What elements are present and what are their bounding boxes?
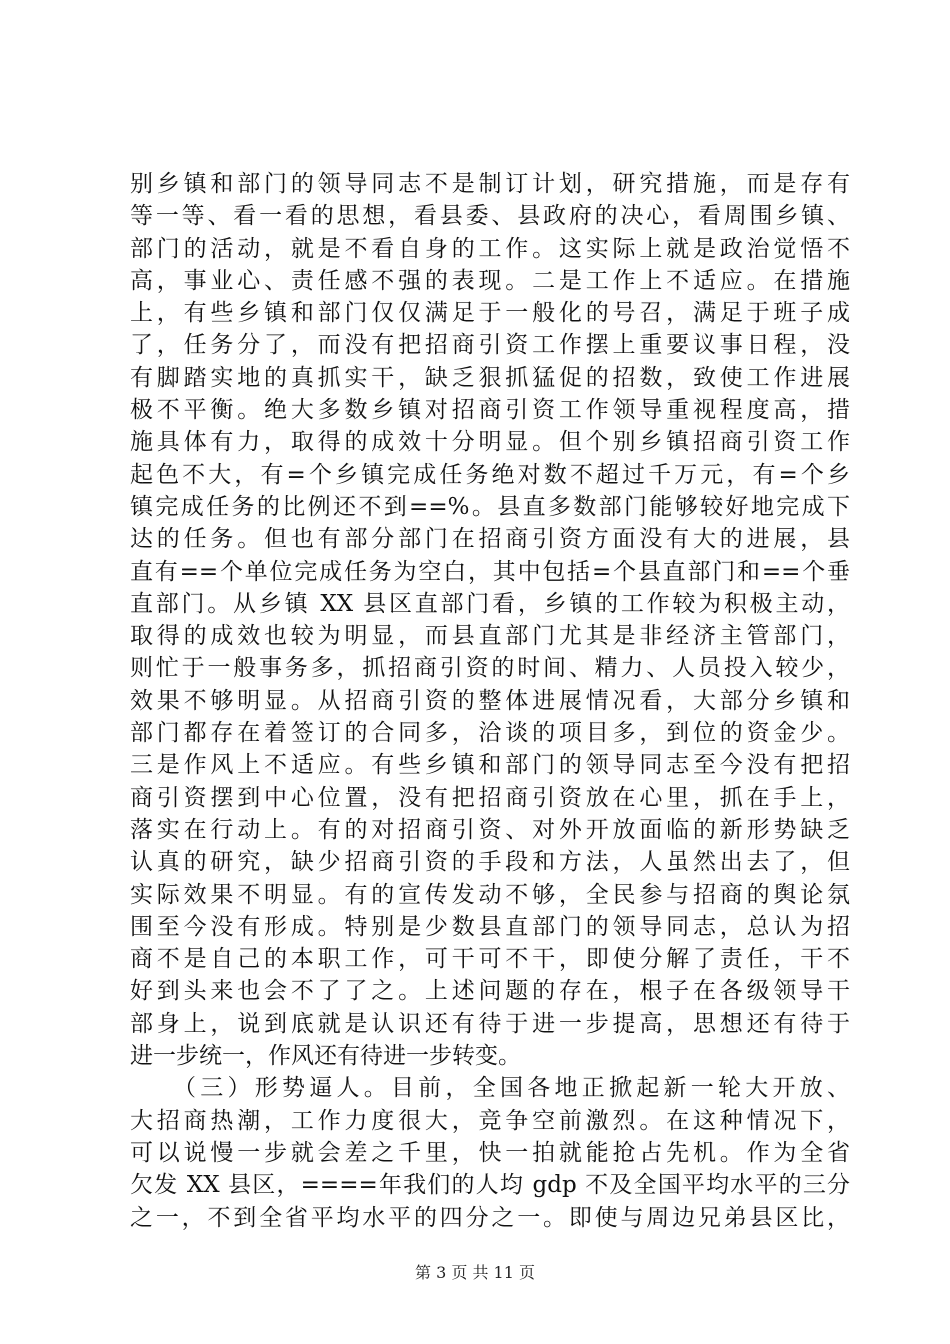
text-line: 则忙于一般事务多，抓招商引资的时间、精力、人员投入较少， xyxy=(130,655,850,682)
text-line: 之一，不到全省平均水平的四分之一。即使与周边兄弟县区比， xyxy=(130,1204,850,1231)
text-line: 有脚踏实地的真抓实干，缺乏狠抓猛促的招数，致使工作进展 xyxy=(130,364,850,391)
text-line: 实际效果不明显。有的宣传发动不够，全民参与招商的舆论氛 xyxy=(130,881,850,908)
text-line: 别乡镇和部门的领导同志不是制订计划，研究措施，而是存有 xyxy=(130,171,850,197)
text-line: 大招商热潮，工作力度很大，竞争空前激烈。在这种情况下， xyxy=(130,1107,850,1134)
text-line: 达的任务。但也有部分部门在招商引资方面没有大的进展，县 xyxy=(130,526,850,553)
text-line: 好到头来也会不了了之。上述问题的存在，根子在各级领导干 xyxy=(130,978,850,1005)
text-line: 起色不大，有=个乡镇完成任务绝对数不超过千万元，有=个乡 xyxy=(130,461,850,488)
text-line: 部门的活动，就是不看自身的工作。这实际上就是政治觉悟不 xyxy=(130,235,850,262)
text-line: 认真的研究，缺少招商引资的手段和方法，人虽然出去了，但 xyxy=(130,849,850,876)
text-line: 三是作风上不适应。有些乡镇和部门的领导同志至今没有把招 xyxy=(130,752,850,779)
text-line: 上，有些乡镇和部门仅仅满足于一般化的号召，满足于班子成 xyxy=(130,300,850,327)
text-line: 施具体有力，取得的成效十分明显。但个别乡镇招商引资工作 xyxy=(130,429,850,456)
text-line: 直有==个单位完成任务为空白，其中包括=个县直部门和==个垂 xyxy=(130,558,850,585)
text-line: 围至今没有形成。特别是少数县直部门的领导同志，总认为招 xyxy=(130,913,850,940)
text-line: 商引资摆到中心位置，没有把招商引资放在心里，抓在手上， xyxy=(130,784,850,811)
text-line: 镇完成任务的比例还不到==%。县直多数部门能够较好地完成下 xyxy=(130,493,850,520)
text-line: （三）形势逼人。目前，全国各地正掀起新一轮大开放、 xyxy=(130,1075,850,1102)
text-line: 可以说慢一步就会差之千里，快一拍就能抢占先机。作为全省 xyxy=(130,1139,850,1166)
text-line: 等一等、看一看的思想，看县委、县政府的决心，看周围乡镇、 xyxy=(130,203,850,230)
text-line: 直部门。从乡镇 XX 县区直部门看，乡镇的工作较为积极主动， xyxy=(130,590,850,617)
text-line: 高，事业心、责任感不强的表现。二是工作上不适应。在措施 xyxy=(130,267,850,294)
page-footer: 第 3 页 共 11 页 xyxy=(415,1263,535,1282)
text-line: 欠发 XX 县区，====年我们的人均 gdp 不及全国平均水平的三分 xyxy=(130,1172,850,1199)
paragraph-end-line: 进一步统一，作风还有待进一步转变。 xyxy=(130,1043,521,1070)
text-line: 落实在行动上。有的对招商引资、对外开放面临的新形势缺乏 xyxy=(130,816,850,843)
text-line: 效果不够明显。从招商引资的整体进展情况看，大部分乡镇和 xyxy=(130,687,850,714)
text-line: 部身上，说到底就是认识还有待于进一步提高，思想还有待于 xyxy=(130,1010,850,1037)
body-text xyxy=(130,168,850,1234)
text-line: 部门都存在着签订的合同多，洽谈的项目多，到位的资金少。 xyxy=(130,720,850,747)
text-line: 了，任务分了，而没有把招商引资工作摆上重要议事日程，没 xyxy=(130,332,850,359)
text-line: 极不平衡。绝大多数乡镇对招商引资工作领导重视程度高，措 xyxy=(130,397,850,424)
text-line: 商不是自己的本职工作，可干可不干，即使分解了责任，干不 xyxy=(130,946,850,973)
text-line: 取得的成效也较为明显，而县直部门尤其是非经济主管部门， xyxy=(130,623,850,650)
